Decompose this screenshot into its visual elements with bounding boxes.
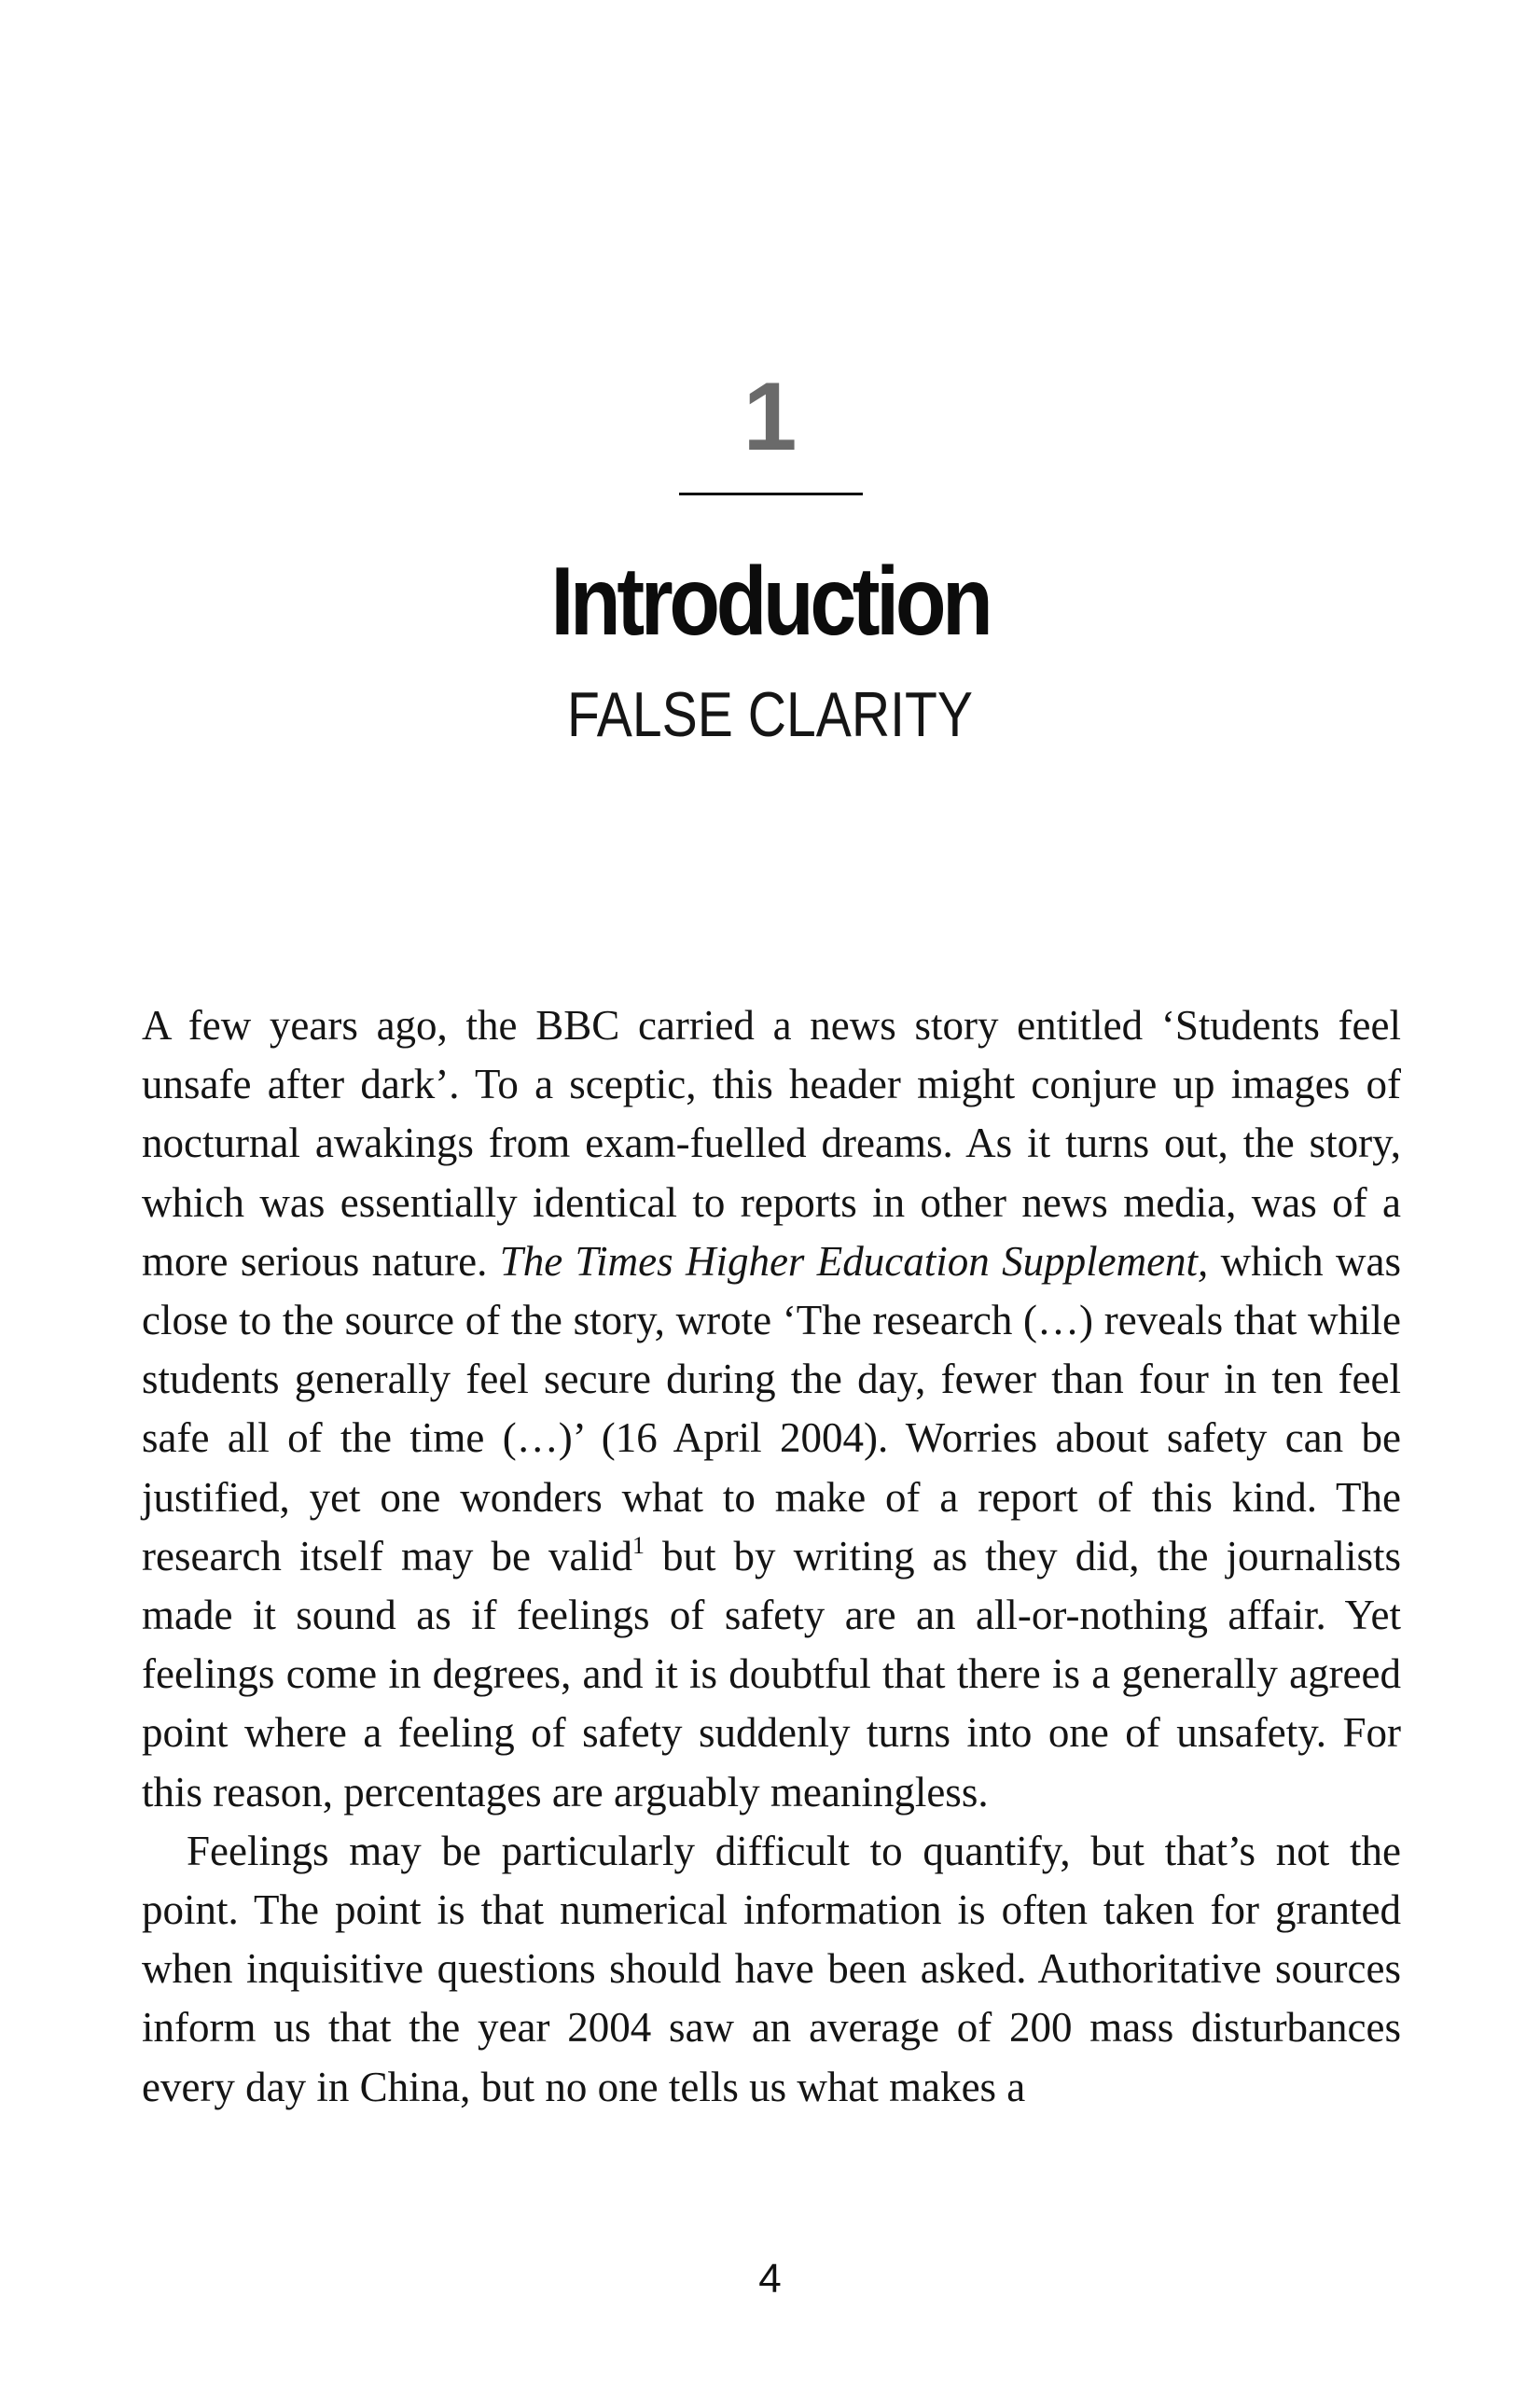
paragraph-1-text-a: A few years ago, the BBC carried a news story entitled ‘Students feel unsafe after dark’. To a sceptic, this header might conjure up images of nocturnal awakings from exam-fuelled dreams. As it turns out, the story, which was essentially identical to reports in other news media, was of a more serious nature. — [142, 1002, 1401, 1285]
paragraph-2: Feelings may be particularly difficult to quantify, but that’s not the point. The point is that numerical information is often taken for granted when inquisitive questions should have been asked. Authoritative sources inform us that the year 2004 saw an average of 200 mass disturbances every day in China, but no one tells us what makes a — [142, 1827, 1401, 2110]
chapter-subtitle: FALSE CLARITY — [567, 679, 973, 750]
paragraph-1 — [142, 996, 1401, 1822]
chapter-title: Introduction — [550, 548, 990, 656]
page-number: 4 — [758, 2256, 782, 2302]
body-text — [142, 996, 1401, 2117]
publication-title: The Times Higher Education Supplement, — [499, 1237, 1209, 1285]
chapter-number: 1 — [742, 363, 798, 471]
paragraph-1-text-c: but by writing as they did, the journalists made it sound as if feelings of safety are an all-or-nothing affair. Yet feelings come in degrees, and it is doubtful that there is a generally agreed point where a feeling of safety suddenly turns into one of unsafety. For this reason, percentages are arguably meaningless. — [142, 1532, 1401, 1816]
chapter-divider — [679, 493, 863, 495]
paragraph-1-text-b: which was close to the source of the story, wrote ‘The research (…) reveals that while students generally feel secure during the day, fewer than four in ten feel safe all of the time (…)’ (16 April 2004). Worries about safety can be justified, yet one wonders what to make of a report of this kind. The research itself may be valid — [142, 1237, 1401, 1579]
footnote-marker[interactable]: 1 — [631, 1531, 645, 1559]
